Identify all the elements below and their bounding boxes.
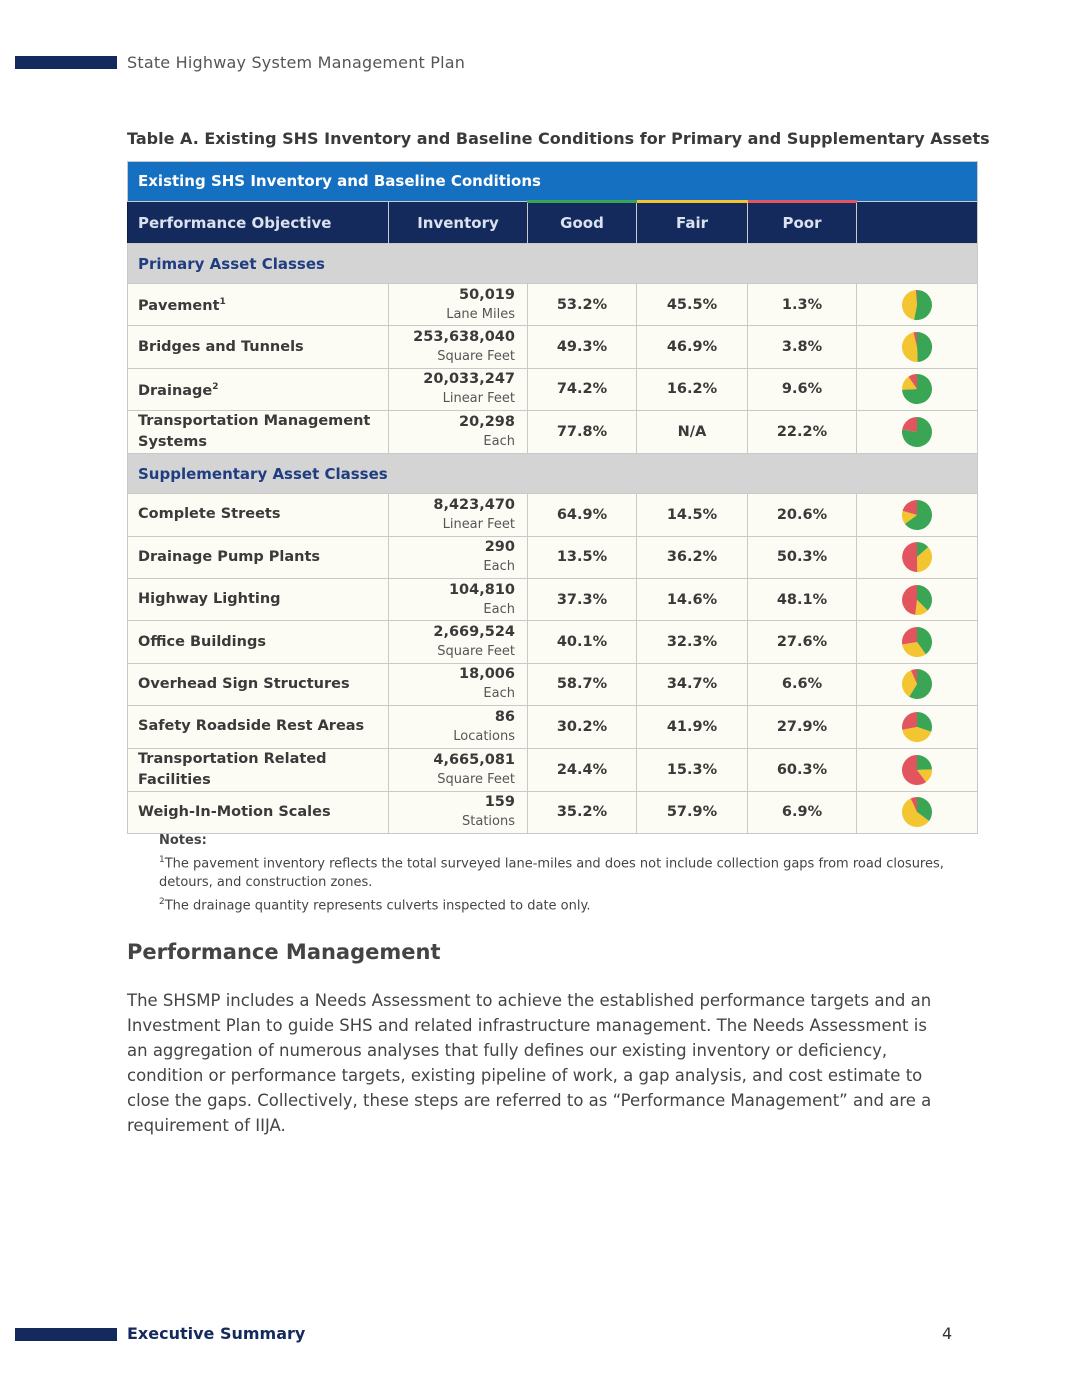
inventory-unit: Linear Feet xyxy=(442,391,515,407)
pie-slice-poor xyxy=(902,712,917,730)
asset-name: Office Buildings xyxy=(138,633,266,650)
inventory-cell xyxy=(389,536,528,578)
table-row xyxy=(128,284,978,326)
table-row xyxy=(128,411,978,454)
section-row xyxy=(128,244,978,284)
asset-name: Highway Lighting xyxy=(138,591,281,608)
good-percent: 24.4% xyxy=(528,748,637,791)
footer-label: Executive Summary xyxy=(127,1324,306,1343)
inventory-cell xyxy=(389,748,528,791)
poor-percent: 20.6% xyxy=(748,494,857,536)
footer-accent-bar xyxy=(15,1328,117,1341)
inventory-quantity: 20,298 xyxy=(459,414,515,431)
col-header-poor: Poor xyxy=(748,202,857,244)
fair-percent: 14.5% xyxy=(637,494,748,536)
inventory-cell xyxy=(389,326,528,368)
table-row xyxy=(128,578,978,620)
poor-percent: 27.9% xyxy=(748,706,857,748)
condition-pie-chart xyxy=(901,796,933,828)
good-percent: 37.3% xyxy=(528,578,637,620)
pie-cell xyxy=(857,494,978,536)
asset-name-cell xyxy=(128,411,389,454)
inventory-unit: Each xyxy=(483,559,515,575)
table-row xyxy=(128,706,978,748)
asset-name: Safety Roadside Rest Areas xyxy=(138,718,365,735)
pie-slice-poor xyxy=(902,417,917,432)
pie-cell xyxy=(857,368,978,410)
note-2-marker: 2 xyxy=(159,896,165,907)
poor-percent: 22.2% xyxy=(748,411,857,454)
inventory-unit: Square Feet xyxy=(437,644,515,660)
inventory-quantity: 20,033,247 xyxy=(423,371,515,388)
table-row xyxy=(128,536,978,578)
note-1-marker: 1 xyxy=(159,854,165,865)
fair-percent: N/A xyxy=(637,411,748,454)
asset-name-cell xyxy=(128,706,389,748)
asset-name-cell xyxy=(128,326,389,368)
inventory-unit: Square Feet xyxy=(437,771,515,787)
condition-pie-chart xyxy=(901,584,933,616)
inventory-unit: Lane Miles xyxy=(446,306,515,322)
table-row xyxy=(128,748,978,791)
page-number: 4 xyxy=(942,1324,953,1343)
condition-pie-chart xyxy=(901,668,933,700)
asset-name-cell xyxy=(128,284,389,326)
table-caption: Table A. Existing SHS Inventory and Baseline Conditions for Primary and Supplementary Assets xyxy=(127,129,990,148)
poor-percent: 9.6% xyxy=(748,368,857,410)
asset-name-cell xyxy=(128,663,389,705)
footnote-marker: 1 xyxy=(219,297,226,308)
inventory-quantity: 253,638,040 xyxy=(413,329,515,346)
inventory-unit: Each xyxy=(483,686,515,702)
pie-cell xyxy=(857,706,978,748)
pie-slice-poor xyxy=(902,585,917,615)
table-row xyxy=(128,368,978,410)
pie-slice-poor xyxy=(902,542,917,572)
inventory-unit: Each xyxy=(483,434,515,450)
inventory-quantity: 290 xyxy=(484,539,515,556)
fair-percent: 36.2% xyxy=(637,536,748,578)
fair-percent: 46.9% xyxy=(637,326,748,368)
inventory-cell xyxy=(389,411,528,454)
inventory-cell xyxy=(389,578,528,620)
section-label: Supplementary Asset Classes xyxy=(128,454,978,494)
section-paragraph: The SHSMP includes a Needs Assessment to achieve the established performance targets and an Investment Plan to guide SHS and related infrastructure management. The Needs Assessment is an aggregation of numerous analyses that fully defines our existing inventory or deficiency, condition or performance targets, existing pipeline of work, a gap analysis, and cost estimate to close the gaps. Collectively, these steps are referred to as “Performance Management” and are a requirement of IIJA. xyxy=(127,991,932,1135)
condition-pie-chart xyxy=(901,331,933,363)
table-row xyxy=(128,663,978,705)
section-heading: Performance Management xyxy=(127,940,441,964)
pie-cell xyxy=(857,748,978,791)
inventory-cell xyxy=(389,791,528,833)
asset-name-cell xyxy=(128,368,389,410)
condition-pie-chart xyxy=(901,416,933,448)
good-percent: 53.2% xyxy=(528,284,637,326)
inventory-unit: Linear Feet xyxy=(442,516,515,532)
fair-percent: 57.9% xyxy=(637,791,748,833)
pie-slice-good xyxy=(917,755,932,770)
pie-slice-poor xyxy=(902,627,917,644)
pie-cell xyxy=(857,326,978,368)
asset-name: Transportation Related Facilities xyxy=(138,750,327,788)
inventory-cell xyxy=(389,368,528,410)
pie-slice-good xyxy=(917,332,932,362)
fair-percent: 41.9% xyxy=(637,706,748,748)
table-title: Existing SHS Inventory and Baseline Conditions xyxy=(128,162,978,202)
header-accent-bar xyxy=(15,56,117,69)
good-percent: 77.8% xyxy=(528,411,637,454)
condition-pie-chart xyxy=(901,499,933,531)
asset-name: Weigh-In-Motion Scales xyxy=(138,803,331,820)
table-notes xyxy=(159,831,959,916)
asset-name-cell xyxy=(128,791,389,833)
inventory-quantity: 50,019 xyxy=(459,286,515,303)
table-row xyxy=(128,621,978,663)
table-body xyxy=(128,244,978,834)
notes-title: Notes: xyxy=(159,833,207,848)
condition-pie-chart xyxy=(901,289,933,321)
poor-percent: 3.8% xyxy=(748,326,857,368)
asset-name: Transportation Management Systems xyxy=(138,413,371,451)
poor-percent: 60.3% xyxy=(748,748,857,791)
asset-name: Complete Streets xyxy=(138,506,281,523)
table-row xyxy=(128,326,978,368)
inventory-table xyxy=(127,161,978,834)
asset-name-cell xyxy=(128,748,389,791)
inventory-unit: Each xyxy=(483,601,515,617)
table-row xyxy=(128,791,978,833)
pie-cell xyxy=(857,663,978,705)
asset-name-cell xyxy=(128,494,389,536)
col-header-good: Good xyxy=(528,202,637,244)
col-header-objective: Performance Objective xyxy=(128,202,389,244)
fair-percent: 16.2% xyxy=(637,368,748,410)
inventory-cell xyxy=(389,284,528,326)
fair-percent: 45.5% xyxy=(637,284,748,326)
note-1-text: The pavement inventory reflects the total surveyed lane-miles and does not include collection gaps from road closures, detours, and construction zones. xyxy=(159,855,944,891)
fair-percent: 14.6% xyxy=(637,578,748,620)
pie-cell xyxy=(857,621,978,663)
poor-percent: 6.9% xyxy=(748,791,857,833)
inventory-cell xyxy=(389,706,528,748)
inventory-quantity: 18,006 xyxy=(459,666,515,683)
asset-name-cell xyxy=(128,536,389,578)
pie-cell xyxy=(857,536,978,578)
section-label: Primary Asset Classes xyxy=(128,244,978,284)
condition-pie-chart xyxy=(901,626,933,658)
poor-percent: 48.1% xyxy=(748,578,857,620)
note-2-text: The drainage quantity represents culverts inspected to date only. xyxy=(164,898,591,914)
inventory-quantity: 8,423,470 xyxy=(433,496,515,513)
asset-name: Drainage xyxy=(138,382,213,399)
fair-percent: 32.3% xyxy=(637,621,748,663)
asset-name-cell xyxy=(128,621,389,663)
poor-percent: 50.3% xyxy=(748,536,857,578)
good-percent: 13.5% xyxy=(528,536,637,578)
section-row xyxy=(128,454,978,494)
inventory-quantity: 86 xyxy=(494,708,515,725)
good-percent: 74.2% xyxy=(528,368,637,410)
asset-name: Drainage Pump Plants xyxy=(138,548,321,565)
good-percent: 40.1% xyxy=(528,621,637,663)
inventory-quantity: 4,665,081 xyxy=(433,751,515,768)
condition-pie-chart xyxy=(901,373,933,405)
pie-cell xyxy=(857,284,978,326)
inventory-unit: Stations xyxy=(462,814,515,830)
poor-percent: 1.3% xyxy=(748,284,857,326)
fair-percent: 34.7% xyxy=(637,663,748,705)
inventory-quantity: 104,810 xyxy=(448,581,515,598)
document-title: State Highway System Management Plan xyxy=(127,53,466,72)
asset-name-cell xyxy=(128,578,389,620)
pie-slice-fair xyxy=(902,290,917,320)
table-row xyxy=(128,494,978,536)
poor-percent: 27.6% xyxy=(748,621,857,663)
inventory-quantity: 159 xyxy=(484,794,515,811)
good-percent: 35.2% xyxy=(528,791,637,833)
condition-pie-chart xyxy=(901,754,933,786)
inventory-cell xyxy=(389,494,528,536)
pie-cell xyxy=(857,578,978,620)
inventory-unit: Square Feet xyxy=(437,349,515,365)
asset-name: Pavement xyxy=(138,298,220,315)
poor-percent: 6.6% xyxy=(748,663,857,705)
condition-pie-chart xyxy=(901,541,933,573)
footnote-marker: 2 xyxy=(212,382,219,393)
inventory-quantity: 2,669,524 xyxy=(433,624,515,641)
inventory-cell xyxy=(389,663,528,705)
fair-percent: 15.3% xyxy=(637,748,748,791)
good-percent: 58.7% xyxy=(528,663,637,705)
asset-name: Bridges and Tunnels xyxy=(138,338,304,355)
inventory-unit: Locations xyxy=(453,728,515,744)
col-header-chart xyxy=(857,202,978,244)
col-header-fair: Fair xyxy=(637,202,748,244)
pie-cell xyxy=(857,411,978,454)
col-header-inventory: Inventory xyxy=(389,202,528,244)
pie-cell xyxy=(857,791,978,833)
good-percent: 49.3% xyxy=(528,326,637,368)
inventory-cell xyxy=(389,621,528,663)
good-percent: 64.9% xyxy=(528,494,637,536)
note-2 xyxy=(159,893,959,916)
condition-pie-chart xyxy=(901,711,933,743)
note-1 xyxy=(159,851,959,893)
asset-name: Overhead Sign Structures xyxy=(138,675,350,692)
good-percent: 30.2% xyxy=(528,706,637,748)
